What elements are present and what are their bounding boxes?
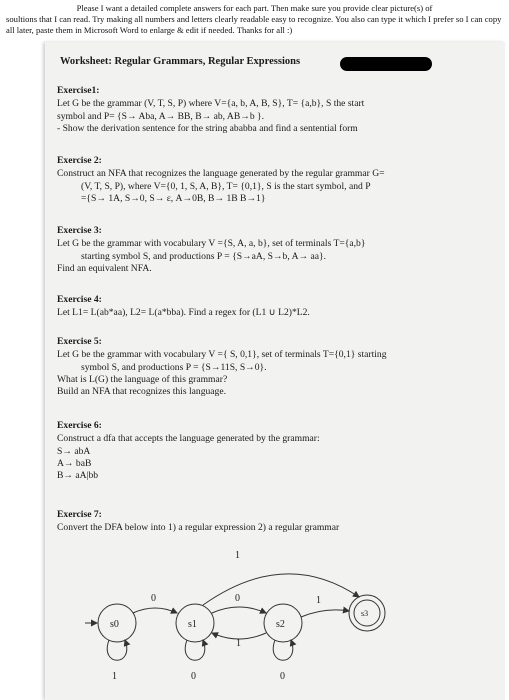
dfa-diagram: [85, 545, 405, 695]
edge-s2-s3: [301, 610, 349, 617]
exercise-line: Find an equivalent NFA.: [57, 262, 152, 274]
edge-label-s2-s1: 1: [236, 638, 241, 649]
exercise-line: A→ baB: [57, 457, 92, 469]
exercise-line: Construct an NFA that recognizes the language generated by the regular grammar G=: [57, 168, 385, 180]
exercise-line: Construct a dfa that accepts the language generated by the grammar:: [57, 433, 320, 445]
exercise-4: [57, 294, 497, 320]
exercise-heading: Exercise 6:: [57, 420, 102, 431]
loop-s0: [107, 640, 127, 660]
exercise-line: ={S→ 1A, S→0, S→ ε, A→0B, B→ 1B B→1}: [81, 192, 266, 204]
exercise-line: - Show the derivation sentence for the string ababba and find a sentential form: [57, 122, 358, 134]
request-line-3: which I prefer so I can copy all later, paste them in Microsoft Word to enlarge & edit if needed. Thanks for all :): [6, 14, 502, 35]
request-line-2: soultions that I can read. Try making all numbers and letters clearly readable easy to recognize. You also can type it: [6, 14, 403, 24]
state-label-s2: s2: [276, 619, 285, 630]
exercise-6: [57, 420, 497, 482]
exercise-line: starting symbol S, and productions P = {S→aA, S→b, A→ aa}.: [81, 250, 327, 262]
exercise-1: [57, 85, 497, 135]
exercise-line: Build an NFA that recognizes this language.: [57, 386, 227, 398]
edge-label-s2-s3: 1: [316, 595, 321, 606]
edge-label-s0-s1: 0: [151, 593, 156, 604]
exercise-line: S→ abA: [57, 445, 91, 457]
exercise-line: symbol S, and productions P = {S→11S, S→0}.: [81, 361, 267, 373]
exercise-7: [57, 509, 497, 535]
exercise-line: Let L1= L(ab*aa), L2= L(a*bba). Find a regex for (L1 ∪ L2)*L2.: [57, 307, 310, 319]
redaction-blot: [340, 57, 432, 71]
loop-label-s0: 1: [112, 671, 117, 682]
exercise-line: B→ aA|bb: [57, 470, 99, 482]
edge-s0-s1: [133, 608, 177, 613]
exercise-heading: Exercise 5:: [57, 336, 102, 347]
exercise-line: (V, T, S, P), where V={0, 1, S, A, B}, T= {0,1}, S is the start symbol, and P: [81, 180, 371, 192]
exercise-line: Let G be the grammar (V, T, S, P) where V={a, b, A, B, S}, T= {a,b}, S the start: [57, 98, 365, 110]
exercise-line: symbol and P= {S→ Aba, A→ BB, B→ ab, AB→b }.: [57, 110, 265, 122]
state-label-s0: s0: [110, 619, 119, 630]
state-label-s3: s3: [361, 609, 369, 618]
request-line-1: Please I want a detailed complete answers for each part. Then make sure you provide clear picture(s) of: [76, 3, 433, 13]
loop-s1: [185, 640, 205, 660]
loop-label-s2: 0: [280, 671, 285, 682]
edge-label-s1-s3: 1: [235, 550, 240, 561]
worksheet-title: Worksheet: Regular Grammars, Regular Expressions: [60, 56, 301, 67]
exercise-line: Convert the DFA below into 1) a regular expression 2) a regular grammar: [57, 522, 340, 534]
exercise-heading: Exercise 3:: [57, 225, 102, 236]
exercise-line: What is L(G) the language of this grammar?: [57, 373, 228, 385]
exercise-line: Let G be the grammar with vocabulary V ={ S, 0,1}, set of terminals T={0,1} starting: [57, 349, 387, 361]
exercise-heading: Exercise 2:: [57, 155, 102, 166]
edge-s1-s2: [212, 607, 266, 613]
exercise-line: Let G be the grammar with vocabulary V ={S, A, a, b}, set of terminals T={a,b}: [57, 238, 366, 250]
request-text: [6, 3, 503, 36]
exercise-2: [57, 155, 497, 205]
loop-s2: [273, 640, 293, 660]
edge-s1-s3: [203, 574, 359, 605]
edge-label-s1-s2: 0: [235, 593, 240, 604]
exercise-heading: Exercise1:: [57, 85, 100, 96]
loop-label-s1: 0: [191, 671, 196, 682]
exercise-heading: Exercise 7:: [57, 509, 102, 520]
exercise-heading: Exercise 4:: [57, 294, 102, 305]
exercise-3: [57, 225, 497, 275]
exercise-5: [57, 336, 497, 398]
state-label-s1: s1: [188, 619, 197, 630]
